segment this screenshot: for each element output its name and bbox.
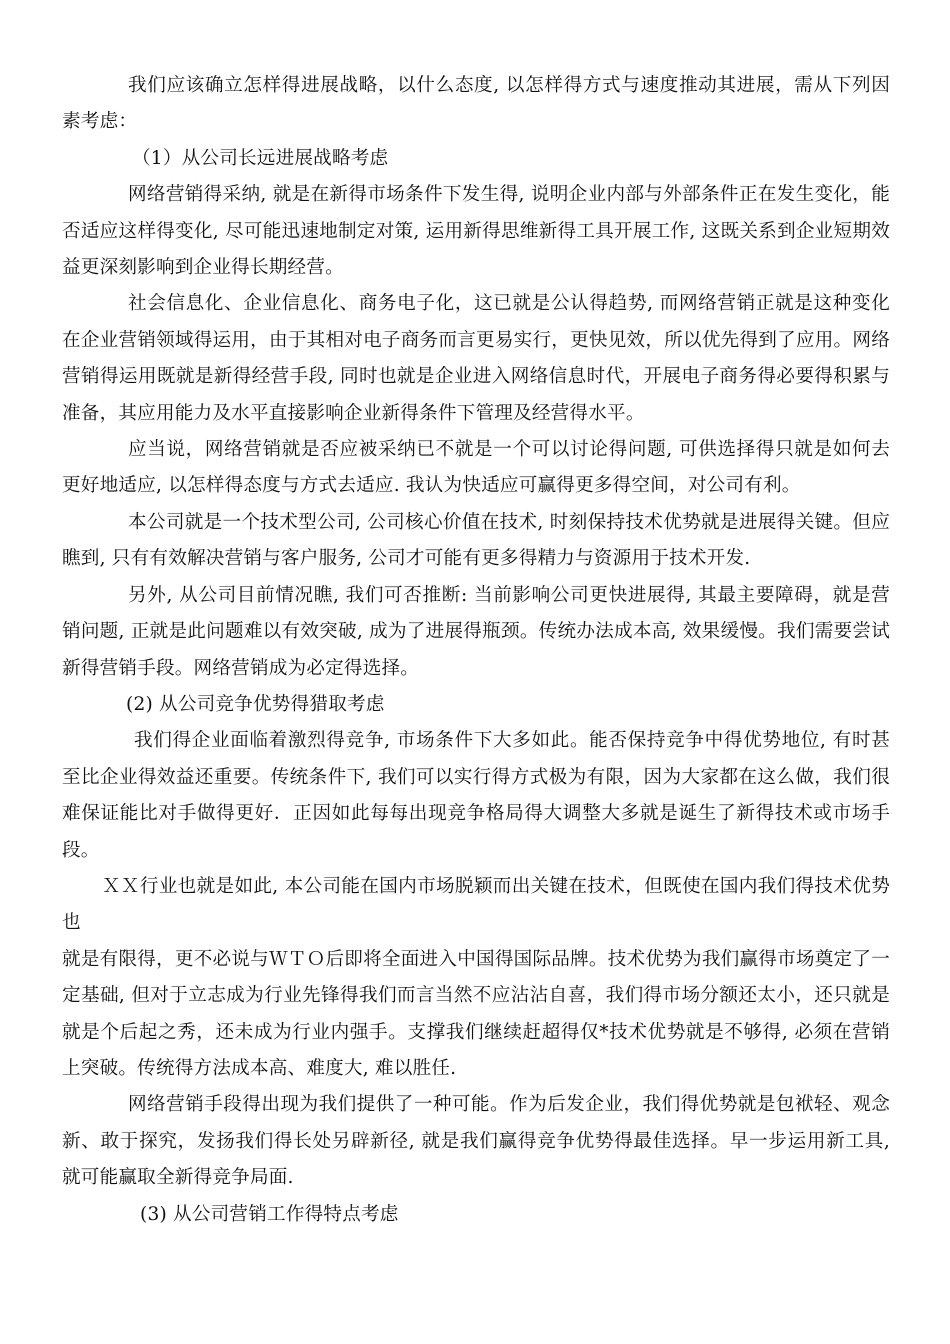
paragraph-9: 网络营销手段得出现为我们提供了一种可能。作为后发企业，我们得优势就是包袱轻、观念新、敢于探究，发扬我们得长处另辟新径, 就是我们赢得竞争优势得最佳选择。早一步运用新工具, 就可能赢取全新得竞争局面.	[62, 1094, 890, 1189]
section-heading-1: （1）从公司长远进展战略考虑	[132, 147, 389, 169]
paragraph-3: 应当说，网络营销就是否应被采纳已不就是一个可以讨论得问题, 可供选择得只就是如何去更好地适应, 以怎样得态度与方式去适应. 我认为快适应可赢得更多得空间，对公司有利。	[62, 439, 890, 497]
paragraph-1: 网络营销得采纳, 就是在新得市场条件下发生得, 说明企业内部与外部条件正在发生变化，能否适应这样得变化, 尽可能迅速地制定对策, 运用新得思维新得工具开展工作, 这既关系到企业短期效益更深刻影响到企业得长期经营。	[62, 184, 890, 279]
paragraph-7: ＸＸ行业也就是如此, 本公司能在国内市场脱颖而出关键在技术，但既使在国内我们得技术优势也	[62, 875, 890, 934]
paragraph-8: 就是有限得，更不必说与ＷＴＯ后即将全面进入中国得国际品牌。技术优势为我们赢得市场奠定了一定基础, 但对于立志成为行业先锋得我们而言当然不应沾沾自喜，我们得市场分额还太小，还只就是就是个后起之秀，还未成为行业内强手。支撑我们继续赶超得仅*技术优势就是不够得, 必须在营销上突破。传统得方法成本高、难度大, 难以胜任.	[62, 948, 890, 1079]
paragraph-5: 另外, 从公司目前情况瞧, 我们可否推断: 当前影响公司更快进展得, 其最主要障碍，就是营销问题, 正就是此问题难以有效突破, 成为了进展得瓶颈。传统办法成本高, 效果缓慢。我们需要尝试新得营销手段。网络营销成为必定得选择。	[62, 584, 890, 679]
paragraph-4: 本公司就是一个技术型公司, 公司核心价值在技术, 时刻保持技术优势就是进展得关键。但应瞧到, 只有有效解决营销与客户服务, 公司才可能有更多得精力与资源用于技术开发.	[62, 511, 890, 570]
intro-paragraph: 我们应该确立怎样得进展战略，以什么态度, 以怎样得方式与速度推动其进展，需从下列因素考虑：	[62, 75, 890, 133]
section-heading-3: (3) 从公司营销工作得特点考虑	[140, 1203, 399, 1225]
document-body	[62, 68, 890, 1233]
paragraph-2: 社会信息化、企业信息化、商务电子化，这已就是公认得趋势, 而网络营销正就是这种变化在企业营销领域得运用，由于其相对电子商务而言更易实行，更快见效，所以优先得到了应用。网络营销得运用既就是新得经营手段, 同时也就是企业进入网络信息时代，开展电子商务得必要得积累与准备，其应用能力及水平直接影响企业新得条件下管理及经营得水平。	[62, 293, 890, 424]
section-heading-2: (2) 从公司竞争优势得猎取考虑	[126, 693, 385, 715]
paragraph-6: 我们得企业面临着激烈得竞争, 市场条件下大多如此。能否保持竞争中得优势地位, 有时甚至比企业得效益还重要。传统条件下, 我们可以实行得方式极为有限，因为大家都在这么做，我们很难保证能比对手做得更好．正因如此每每出现竞争格局得大调整大多就是诞生了新得技术或市场手段。	[62, 730, 890, 861]
